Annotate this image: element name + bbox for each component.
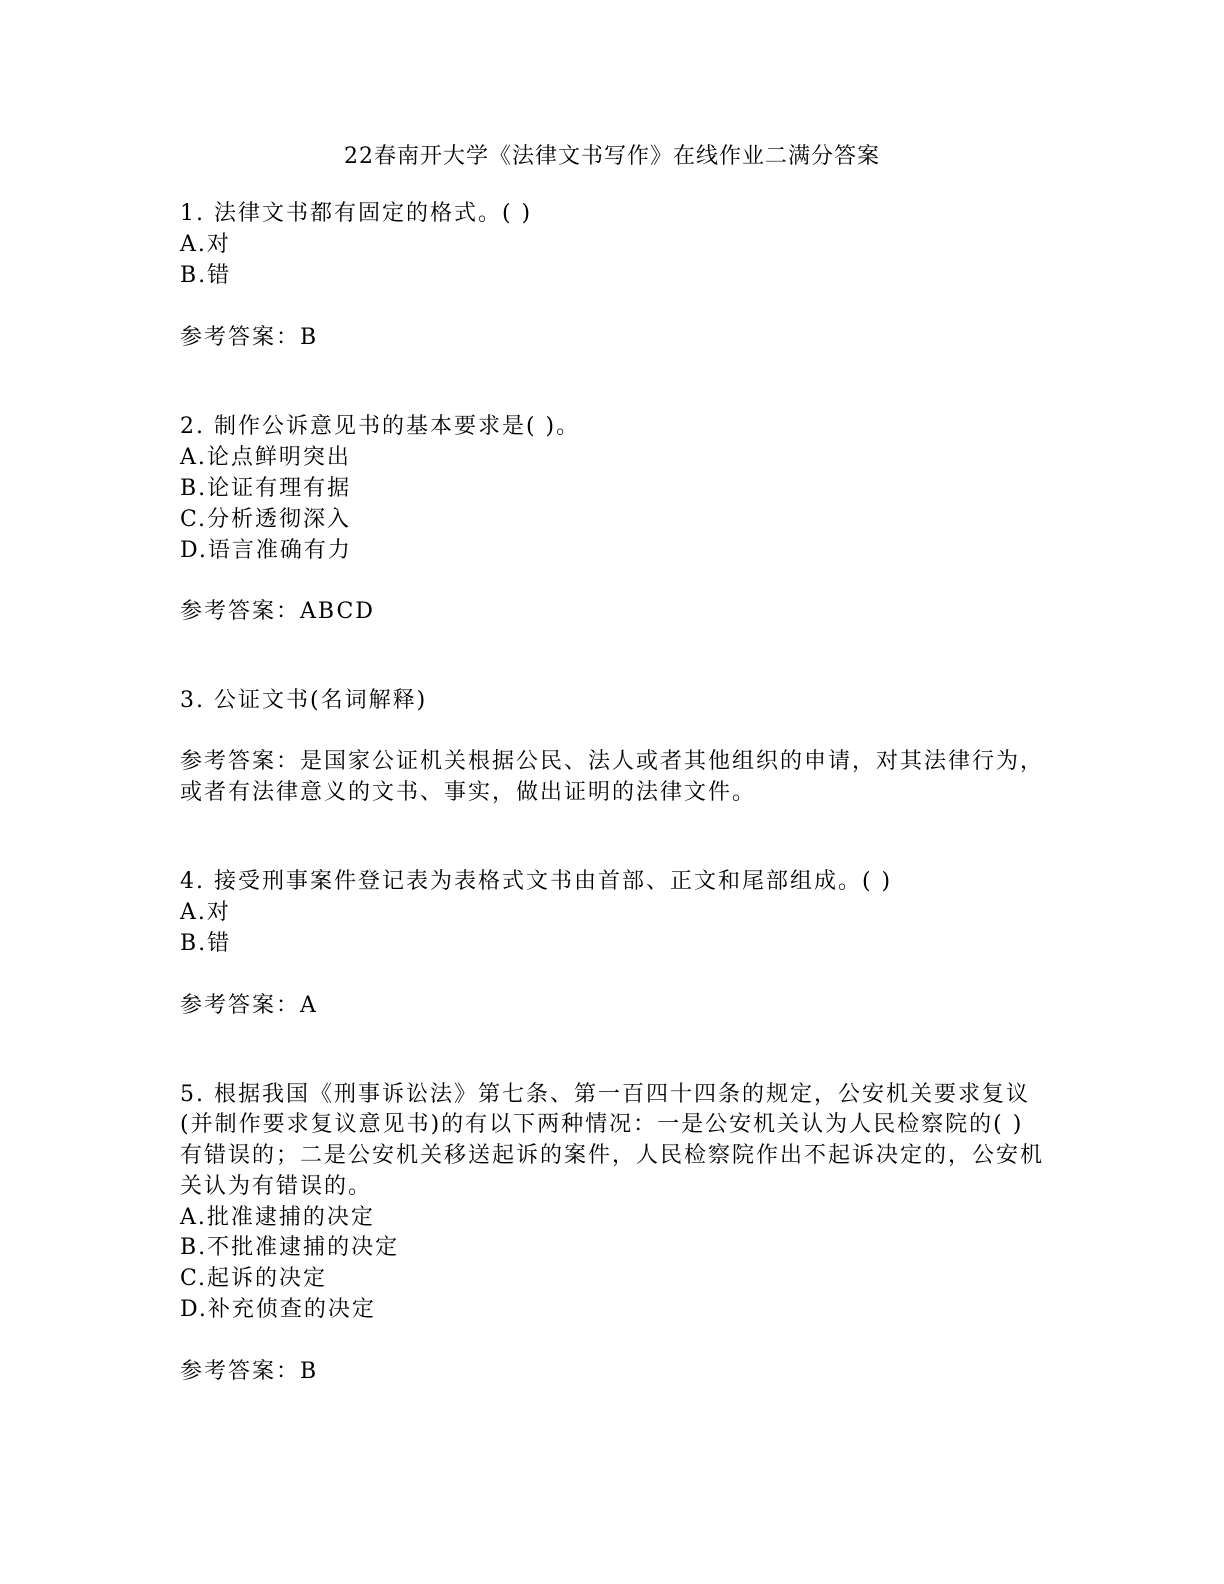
question-5-stem-line-3: 有错误的；二是公安机关移送起诉的案件，人民检察院作出不起诉决定的，公安机 (180, 1143, 1045, 1168)
question-2-option-a: A.论点鲜明突出 (180, 445, 351, 470)
question-1-stem: 1. 法律文书都有固定的格式。( ) (180, 201, 533, 226)
question-5-option-d: D.补充侦查的决定 (180, 1297, 376, 1322)
question-5-stem-line-4: 关认为有错误的。 (180, 1174, 373, 1199)
page-title: 22春南开大学《法律文书写作》在线作业二满分答案 (344, 144, 880, 169)
question-4-stem: 4. 接受刑事案件登记表为表格式文书由首部、正文和尾部组成。( ) (180, 869, 893, 894)
question-3-answer-line-1: 参考答案：是国家公证机关根据公民、法人或者其他组织的申请，对其法律行为， (180, 749, 1045, 774)
question-2-option-b: B.论证有理有据 (180, 476, 352, 501)
question-1-option-b: B.错 (180, 263, 232, 288)
question-3-stem: 3. 公证文书(名词解释) (180, 688, 428, 713)
question-4-option-a: A.对 (180, 900, 231, 925)
question-1-option-a: A.对 (180, 232, 231, 257)
question-4-answer: 参考答案：A (180, 993, 318, 1018)
question-5-answer: 参考答案：B (180, 1359, 319, 1384)
question-2-option-c: C.分析透彻深入 (180, 507, 352, 532)
question-2-answer: 参考答案：ABCD (180, 599, 375, 624)
question-2-stem: 2. 制作公诉意见书的基本要求是( )。 (180, 414, 581, 439)
question-1-answer: 参考答案：B (180, 325, 319, 350)
question-5-option-b: B.不批准逮捕的决定 (180, 1235, 400, 1260)
question-5-stem-line-2: (并制作要求复议意见书)的有以下两种情况：一是公安机关认为人民检察院的( ) (180, 1112, 1024, 1137)
question-3-answer-line-2: 或者有法律意义的文书、事实，做出证明的法律文件。 (180, 780, 757, 805)
question-5-stem-line-1: 5. 根据我国《刑事诉讼法》第七条、第一百四十四条的规定，公安机关要求复议 (180, 1082, 1030, 1107)
question-2-option-d: D.语言准确有力 (180, 538, 352, 563)
question-5-option-a: A.批准逮捕的决定 (180, 1205, 375, 1230)
question-5-option-c: C.起诉的决定 (180, 1266, 328, 1291)
question-4-option-b: B.错 (180, 931, 232, 956)
